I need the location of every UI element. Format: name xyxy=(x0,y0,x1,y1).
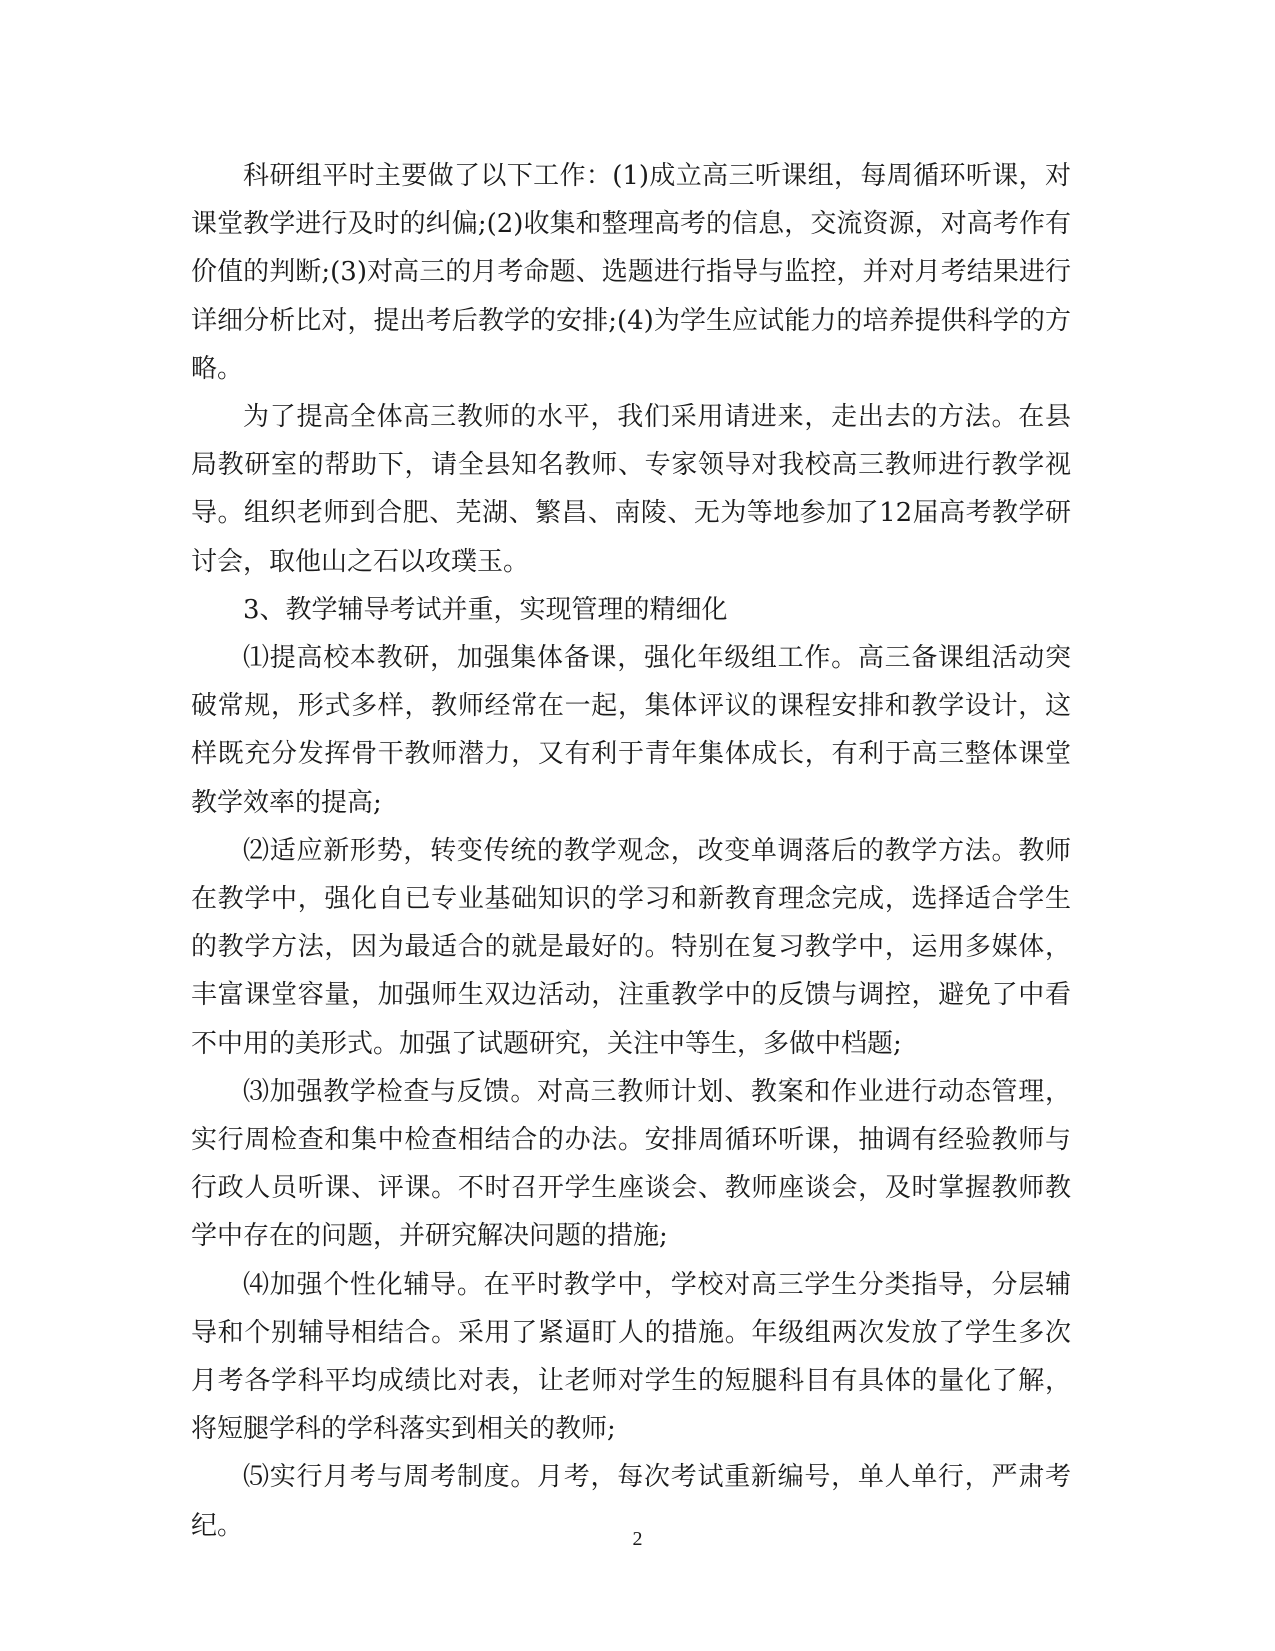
paragraph-item-1-school-research: ⑴提高校本教研，加强集体备课，强化年级组工作。高三备课组活动突破常规，形式多样，教师经常在一起，集体评议的课程安排和教学设计，这样既充分发挥骨干教师潜力，又有利于青年集体成长，有利于高三整体课堂教学效率的提高; xyxy=(191,643,1071,818)
paragraph-item-2-new-teaching-methods: ⑵适应新形势，转变传统的教学观念，改变单调落后的教学方法。教师在教学中，强化自已专业基础知识的学习和新教育理念完成，选择适合学生的教学方法，因为最适合的就是最好的。特别在复习教学中，运用多媒体，丰富课堂容量，加强师生双边活动，注重教学中的反馈与调控，避免了中看不中用的美形式。加强了试题研究，关注中等生，多做中档题; xyxy=(191,835,1071,1059)
document-body xyxy=(191,152,1071,1550)
paragraph-teacher-training: 为了提高全体高三教师的水平，我们采用请进来，走出去的方法。在县局教研室的帮助下，请全县知名教师、专家领导对我校高三教师进行教学视导。组织老师到合肥、芜湖、繁昌、南陵、无为等地参加了12届高考教学研讨会，取他山之石以攻璞玉。 xyxy=(191,402,1071,577)
section-heading-teaching-exams: 3、教学辅导考试并重，实现管理的精细化 xyxy=(243,594,728,625)
page-number: 2 xyxy=(632,1528,643,1550)
paragraph-research-group-work: 科研组平时主要做了以下工作：(1)成立高三听课组，每周循环听课，对课堂教学进行及时的纠偏;(2)收集和整理高考的信息，交流资源，对高考作有价值的判断;(3)对高三的月考命题、选题进行指导与监控，并对月考结果进行详细分析比对，提出考后教学的安排;(4)为学生应试能力的培养提供科学的方略。 xyxy=(191,161,1071,384)
paragraph-item-5-monthly-weekly-exams: ⑸实行月考与周考制度。月考，每次考试重新编号，单人单行，严肃考纪。 xyxy=(191,1462,1071,1541)
paragraph-item-3-inspection-feedback: ⑶加强教学检查与反馈。对高三教师计划、教案和作业进行动态管理，实行周检查和集中检查相结合的办法。安排周循环听课，抽调有经验教师与行政人员听课、评课。不时召开学生座谈会、教师座谈会，及时掌握教师教学中存在的问题，并研究解决问题的措施; xyxy=(191,1076,1071,1252)
paragraph-item-4-personalized-tutoring: ⑷加强个性化辅导。在平时教学中，学校对高三学生分类指导，分层辅导和个别辅导相结合。采用了紧逼盯人的措施。年级组两次发放了学生多次月考各学科平均成绩比对表，让老师对学生的短腿科目有具体的量化了解，将短腿学科的学科落实到相关的教师; xyxy=(191,1269,1071,1445)
